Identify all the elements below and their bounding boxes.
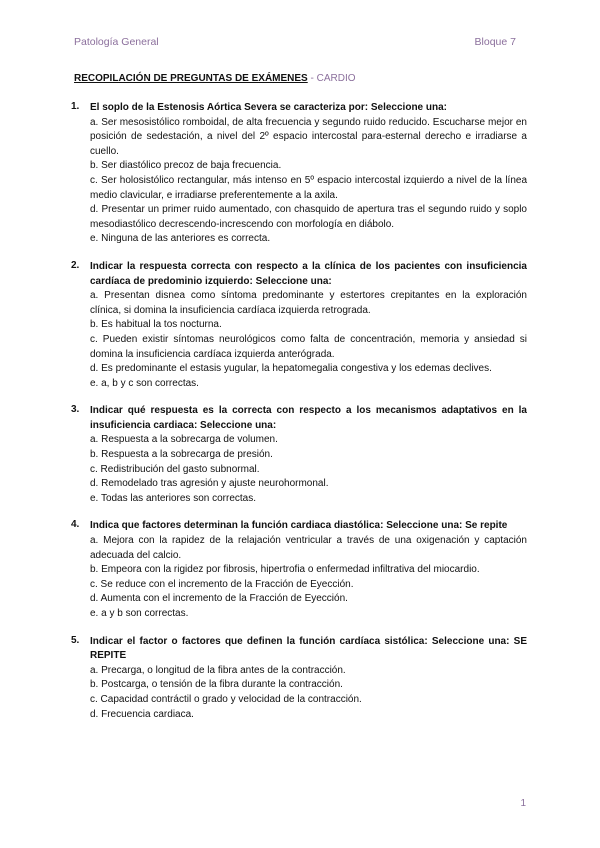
question-4 — [71, 519, 527, 621]
question-number: 4. — [71, 519, 80, 531]
option-e: e. a y b son correctas. — [90, 608, 189, 619]
header-subject: Patología General — [74, 36, 159, 48]
header-block: Bloque 7 — [474, 36, 516, 48]
option-b: b. Empeora con la rigidez por fibrosis, hipertrofia o enfermedad infiltrativa del miocardio. — [90, 564, 480, 576]
option-c: c. Redistribución del gasto subnormal. — [90, 463, 260, 475]
option-b: b. Ser diastólico precoz de baja frecuencia. — [90, 160, 282, 172]
option-b: b. Postcarga, o tensión de la fibra durante la contracción. — [90, 679, 343, 691]
option-a: a. Respuesta a la sobrecarga de volumen. — [90, 434, 278, 446]
option-b: b. Respuesta a la sobrecarga de presión. — [90, 449, 273, 461]
option-d: d. Es predominante el estasis yugular, la hepatomegalia congestiva y los edemas declives. — [90, 363, 492, 375]
option-list — [90, 433, 527, 506]
option-e: e. a, b y c son correctas. — [90, 377, 199, 389]
option-a: a. Ser mesosistólico romboidal, de alta frecuencia y segundo ruido reducido. Escucharse mejor en posición de sedestación, a nivel del 2º espacio intercostal para-esternal derecho e irradiarse a cuello. — [90, 116, 527, 157]
question-text: Indicar el factor o factores que definen la función cardíaca sistólica: Seleccione una: SE REPITE — [90, 635, 527, 662]
title-suffix: - CARDIO — [307, 73, 356, 84]
option-d: d. Frecuencia cardiaca. — [90, 708, 194, 720]
question-2 — [71, 259, 527, 391]
question-text: Indicar qué respuesta es la correcta con respecto a los mecanismos adaptativos en la insuficiencia cardiaca: Seleccione una: — [90, 405, 527, 431]
option-list — [90, 116, 527, 247]
option-list — [90, 289, 527, 391]
option-e: e. Ninguna de las anteriores es correcta. — [90, 233, 271, 245]
option-c: c. Ser holosistólico rectangular, más intenso en 5º espacio intercostal izquierdo a nivel de la línea medio clavicular, e irradiarse preferentemente a la axila. — [90, 174, 527, 201]
option-d: d. Presentar un primer ruido aumentado, con chasquido de apertura tras el segundo ruido y soplo mesodiastólico decrescendo-increscendo con morfología en diábolo. — [90, 204, 527, 230]
option-e: e. Todas las anteriores son correctas. — [90, 492, 257, 504]
option-c: c. Pueden existir síntomas neurológicos como falta de concentración, memoria y ansiedad si domina la insuficiencia cardíaca izquierda anterógrada. — [90, 333, 527, 360]
question-3 — [71, 404, 527, 506]
title-main: RECOPILACIÓN DE PREGUNTAS DE EXÁMENES — [74, 73, 308, 84]
option-a: a. Mejora con la rapidez de la relajación ventricular a través de una oxigenación y captación adecuada del calcio. — [90, 535, 527, 561]
option-c: c. Se reduce con el incremento de la Fracción de Eyección. — [90, 578, 354, 590]
question-1 — [71, 101, 527, 247]
option-c: c. Capacidad contráctil o grado y velocidad de la contracción. — [90, 693, 362, 705]
option-a: a. Precarga, o longitud de la fibra antes de la contracción. — [90, 664, 346, 676]
option-list — [90, 664, 527, 722]
document-title — [74, 73, 356, 84]
question-list — [71, 101, 527, 735]
option-d: d. Remodelado tras agresión y ajuste neurohormonal. — [90, 478, 329, 490]
question-number: 2. — [71, 259, 80, 271]
option-list — [90, 534, 527, 622]
question-text: El soplo de la Estenosis Aórtica Severa se caracteriza por: Seleccione una: — [90, 102, 447, 113]
question-number: 3. — [71, 404, 80, 416]
question-number: 1. — [71, 101, 80, 112]
question-5 — [71, 634, 527, 723]
question-text: Indica que factores determinan la función cardiaca diastólica: Seleccione una: Se repite — [90, 520, 508, 532]
option-b: b. Es habitual la tos nocturna. — [90, 319, 222, 331]
option-d: d. Aumenta con el incremento de la Fracción de Eyección. — [90, 593, 348, 605]
question-text: Indicar la respuesta correcta con respecto a la clínica de los pacientes con insuficiencia cardíaca de predominio izquierdo: Seleccione una: — [90, 260, 527, 287]
question-number: 5. — [71, 634, 80, 646]
page-number: 1 — [520, 798, 526, 809]
option-a: a. Presentan disnea como síntoma predominante y estertores crepitantes en la exploración clínica, si domina la insuficiencia cardíaca izquierda retrograda. — [90, 290, 527, 316]
